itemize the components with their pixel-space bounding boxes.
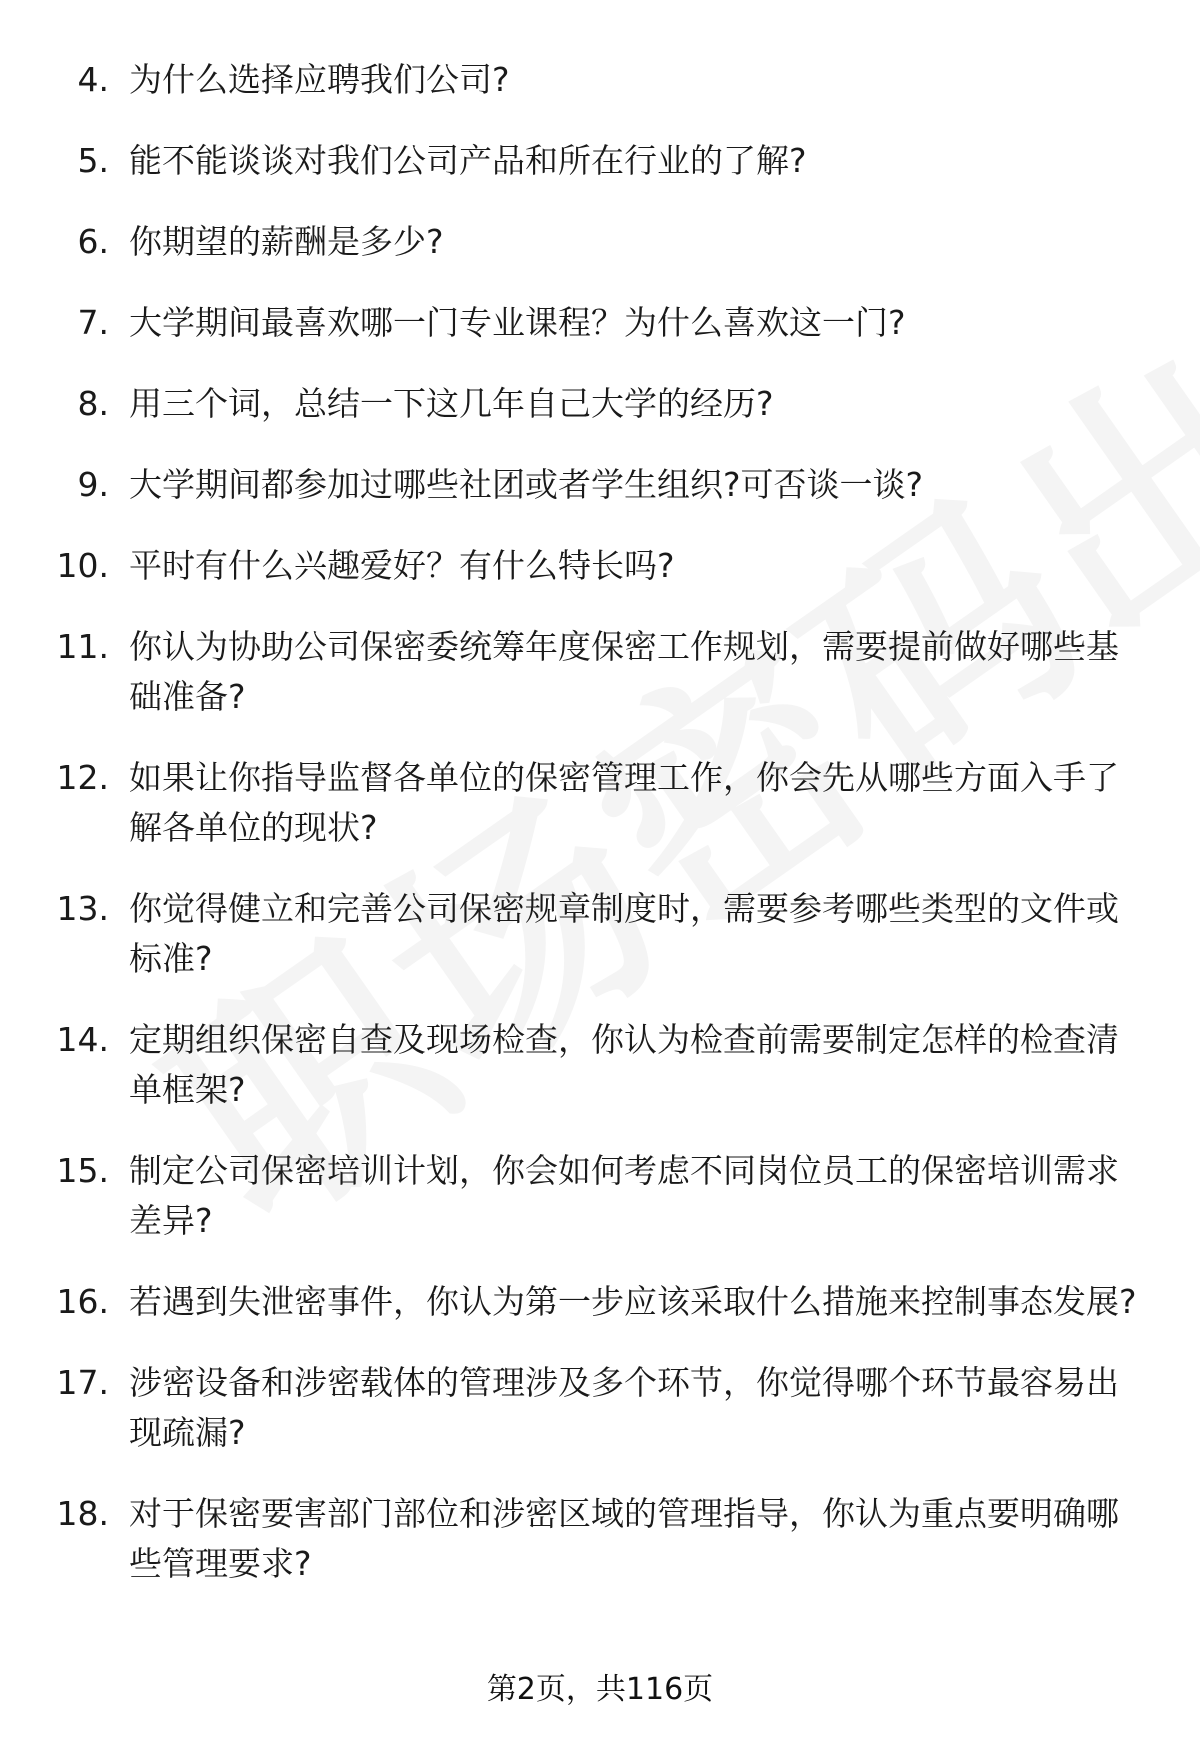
item-text: 大学期间最喜欢哪一门专业课程？为什么喜欢这一门? bbox=[129, 303, 906, 342]
item-text: 用三个词，总结一下这几年自己大学的经历? bbox=[129, 384, 774, 423]
item-number: 6. bbox=[77, 222, 109, 261]
list-item bbox=[0, 884, 1200, 984]
item-text: 定期组织保密自查及现场检查，你认为检查前需要制定怎样的检查清单框架? bbox=[129, 1020, 1119, 1109]
item-number: 12. bbox=[56, 758, 109, 797]
list-item bbox=[0, 298, 1200, 348]
page-footer: 第2页，共116页 bbox=[486, 1672, 714, 1707]
list-item bbox=[0, 622, 1200, 722]
item-number: 11. bbox=[56, 627, 109, 666]
question-list bbox=[0, 55, 1200, 1620]
item-text: 能不能谈谈对我们公司产品和所在行业的了解? bbox=[129, 141, 807, 180]
item-number: 9. bbox=[77, 465, 109, 504]
item-text: 对于保密要害部门部位和涉密区域的管理指导，你认为重点要明确哪些管理要求? bbox=[129, 1494, 1119, 1583]
item-text: 为什么选择应聘我们公司? bbox=[129, 60, 510, 99]
item-text: 你觉得健立和完善公司保密规章制度时，需要参考哪些类型的文件或标准? bbox=[129, 889, 1119, 978]
item-number: 5. bbox=[77, 141, 109, 180]
list-item bbox=[0, 460, 1200, 510]
list-item bbox=[0, 379, 1200, 429]
list-item bbox=[0, 541, 1200, 591]
list-item bbox=[0, 1015, 1200, 1115]
item-number: 15. bbox=[56, 1151, 109, 1190]
list-item bbox=[0, 136, 1200, 186]
item-number: 14. bbox=[56, 1020, 109, 1059]
item-text: 若遇到失泄密事件，你认为第一步应该采取什么措施来控制事态发展? bbox=[129, 1282, 1137, 1321]
item-text: 你认为协助公司保密委统筹年度保密工作规划，需要提前做好哪些基础准备? bbox=[129, 627, 1119, 716]
item-text: 大学期间都参加过哪些社团或者学生组织?可否谈一谈? bbox=[129, 465, 924, 504]
item-number: 10. bbox=[56, 546, 109, 585]
list-item bbox=[0, 1277, 1200, 1327]
item-number: 7. bbox=[77, 303, 109, 342]
item-text: 制定公司保密培训计划，你会如何考虑不同岗位员工的保密培训需求差异? bbox=[129, 1151, 1119, 1240]
item-number: 13. bbox=[56, 889, 109, 928]
list-item bbox=[0, 55, 1200, 105]
item-number: 8. bbox=[77, 384, 109, 423]
list-item bbox=[0, 753, 1200, 853]
item-number: 16. bbox=[56, 1282, 109, 1321]
item-text: 你期望的薪酬是多少? bbox=[129, 222, 444, 261]
item-text: 如果让你指导监督各单位的保密管理工作，你会先从哪些方面入手了解各单位的现状? bbox=[129, 758, 1119, 847]
item-number: 4. bbox=[77, 60, 109, 99]
item-number: 18. bbox=[56, 1494, 109, 1533]
item-number: 17. bbox=[56, 1363, 109, 1402]
list-item bbox=[0, 1146, 1200, 1246]
list-item bbox=[0, 217, 1200, 267]
item-text: 涉密设备和涉密载体的管理涉及多个环节，你觉得哪个环节最容易出现疏漏? bbox=[129, 1363, 1119, 1452]
list-item bbox=[0, 1489, 1200, 1589]
item-text: 平时有什么兴趣爱好？有什么特长吗? bbox=[129, 546, 675, 585]
list-item bbox=[0, 1358, 1200, 1458]
